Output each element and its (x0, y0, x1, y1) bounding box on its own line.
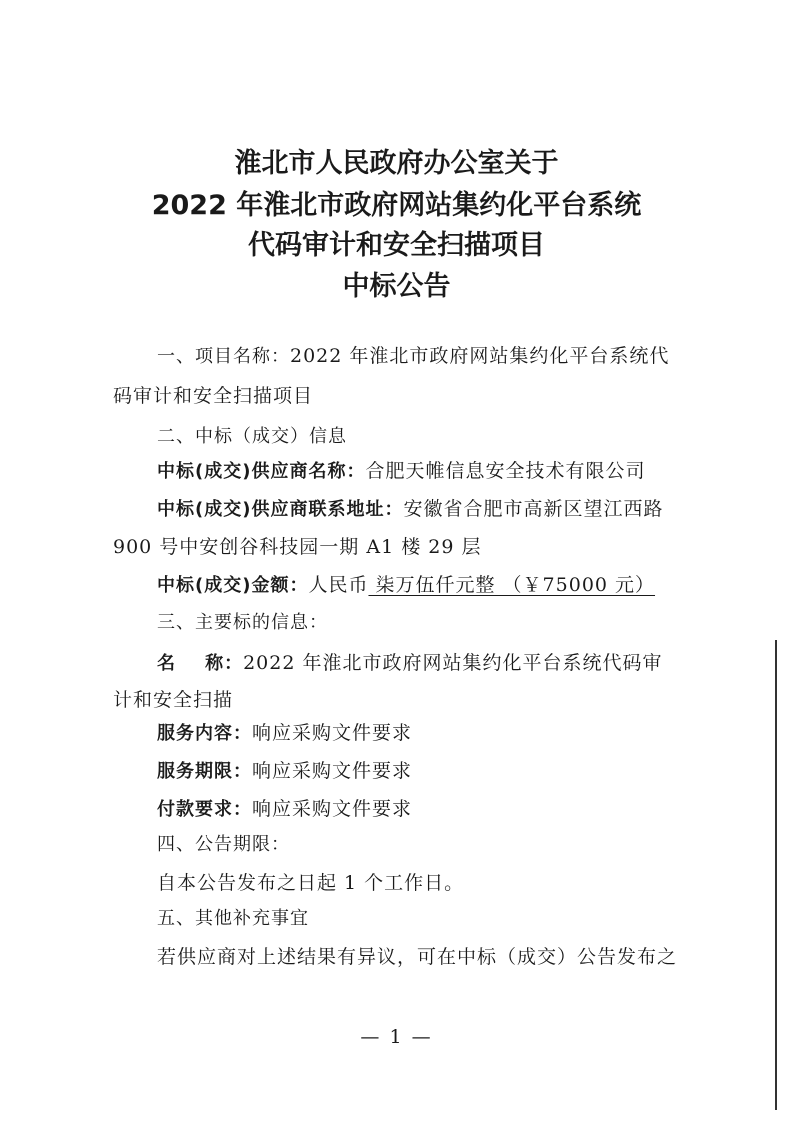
amount-value: 柒万伍仟元整 （￥75000 元） (368, 574, 656, 596)
service-content-value: 响应采购文件要求 (252, 722, 413, 744)
other-matters-heading: 五、其他补充事宜 (157, 908, 309, 929)
address-cont: 900 号中安创谷科技园一期 A1 楼 29 层 (113, 536, 482, 558)
project-name-cont: 码审计和安全扫描项目 (113, 385, 314, 407)
item-name-label: 名 称： (157, 653, 244, 674)
scan-edge-line (775, 640, 777, 1110)
payment-value: 响应采购文件要求 (252, 798, 413, 820)
project-name-line (157, 343, 669, 370)
supplier-value: 合肥天帷信息安全技术有限公司 (365, 460, 646, 482)
title-line-1: 淮北市人民政府办公室关于 (234, 148, 559, 179)
service-content-line (157, 720, 412, 747)
item-name-line (157, 650, 662, 677)
project-name-value: 2022 年淮北市政府网站集约化平台系统代 (290, 345, 670, 367)
service-period-label: 服务期限： (157, 761, 252, 782)
address-line (157, 496, 663, 523)
page-number: — 1 — (360, 1026, 433, 1048)
item-name-cont: 计和安全扫描 (113, 689, 234, 711)
title-line-4: 中标公告 (342, 271, 451, 302)
payment-line (157, 796, 412, 823)
service-period-line (157, 758, 412, 785)
amount-label: 中标(成交)金额： (157, 575, 309, 596)
address-label: 中标(成交)供应商联系地址： (157, 499, 404, 520)
supplier-line (157, 458, 645, 485)
notice-period-heading: 四、公告期限： (157, 834, 290, 855)
item-name-value: 2022 年淮北市政府网站集约化平台系统代码审 (243, 652, 663, 674)
amount-line (157, 572, 655, 599)
service-period-value: 响应采购文件要求 (252, 760, 413, 782)
service-content-label: 服务内容： (157, 723, 252, 744)
main-info-heading: 三、主要标的信息： (157, 612, 328, 633)
title-line-3: 代码审计和安全扫描项目 (248, 230, 545, 261)
payment-label: 付款要求： (157, 799, 252, 820)
other-matters-text: 若供应商对上述结果有异议，可在中标（成交）公告发布之 (157, 946, 678, 968)
supplier-label: 中标(成交)供应商名称： (157, 461, 366, 482)
bid-info-heading: 二、中标（成交）信息 (157, 426, 347, 447)
project-name-heading: 一、项目名称： (157, 346, 290, 367)
notice-period-text: 自本公告发布之日起 1 个工作日。 (157, 872, 465, 894)
address-value: 安徽省合肥市高新区望江西路 (403, 498, 664, 520)
title-line-2: 2022 年淮北市政府网站集约化平台系统 (151, 190, 642, 221)
amount-prefix: 人民币 (308, 574, 369, 596)
